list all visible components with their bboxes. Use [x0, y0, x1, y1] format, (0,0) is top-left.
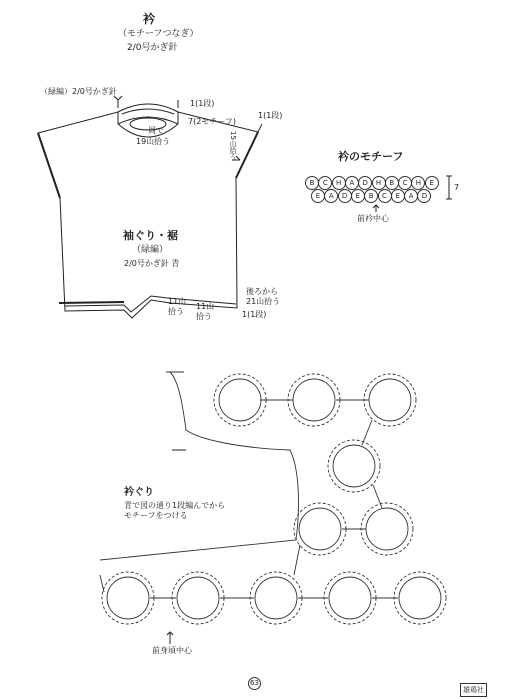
motif-chart-title: 衿のモチーフ [338, 150, 404, 163]
flower-motifs [102, 374, 446, 624]
motif-cell: E [425, 176, 439, 190]
motif-cell: E [351, 189, 365, 203]
motif-cell: C [378, 189, 392, 203]
callout-row7: 7(2モチーフ) [188, 117, 237, 126]
motif-cell: D [358, 176, 372, 190]
motif-cell: D [417, 189, 431, 203]
collar-edge-label: （緑編）2/0号かぎ針 [40, 87, 117, 96]
callout-pick11a: 11山 [168, 297, 187, 306]
collar-hook: 2/0号かぎ針 [127, 43, 178, 53]
callout-pick21: 21山拾う [246, 297, 281, 306]
callout-around: 一周で [140, 126, 164, 135]
body-hook: 2/0号かぎ針 青 [124, 259, 180, 268]
page-number: 63 [248, 677, 261, 690]
motif-cell: A [345, 176, 359, 190]
callout-pick15: 15山拾う [229, 131, 237, 161]
callout-row1-bottom: 1(1段) [242, 310, 267, 319]
motif-cell: D [338, 189, 352, 203]
motif-cell: B [385, 176, 399, 190]
motif-cell: E [391, 189, 405, 203]
motif-cell: B [305, 176, 319, 190]
front-center-label: 前身頃中心 [152, 646, 192, 655]
motif-cell: B [364, 189, 378, 203]
motif-cell: A [324, 189, 338, 203]
motif-cell: H [372, 176, 386, 190]
motif-cell: E [311, 189, 325, 203]
neckline-note-1: 青で図の通り1段編んでから [124, 501, 226, 510]
collar-title: 衿 [143, 12, 156, 26]
motif-center-label: 前衿中心 [357, 214, 389, 223]
neckline-note-2: モチーフをつける [124, 511, 188, 520]
motif-cell: C [398, 176, 412, 190]
body-title: 袖ぐり・裾 [123, 229, 178, 242]
callout-row1-top-a: 1(1段) [190, 99, 215, 108]
callout-pick11b-b: 拾う [196, 312, 212, 321]
neckline-title: 衿ぐり [124, 487, 154, 498]
callout-pick11a-b: 拾う [168, 307, 184, 316]
motif-height-label: 7 [454, 183, 460, 192]
callout-pick11b: 11山 [196, 302, 215, 311]
callout-from-back: 後ろから [246, 287, 278, 296]
motif-cell: H [332, 176, 346, 190]
callout-pick19: 19山拾う [136, 137, 171, 146]
callout-row1-top-b: 1(1段) [258, 111, 283, 120]
publisher-label: 雄鶏社 [460, 683, 487, 697]
motif-cell: C [318, 176, 332, 190]
collar-subtitle: （モチーフつなぎ） [118, 29, 199, 39]
body-subtitle: （緑編） [132, 245, 169, 255]
motif-cell: A [404, 189, 418, 203]
motif-cell: H [411, 176, 425, 190]
